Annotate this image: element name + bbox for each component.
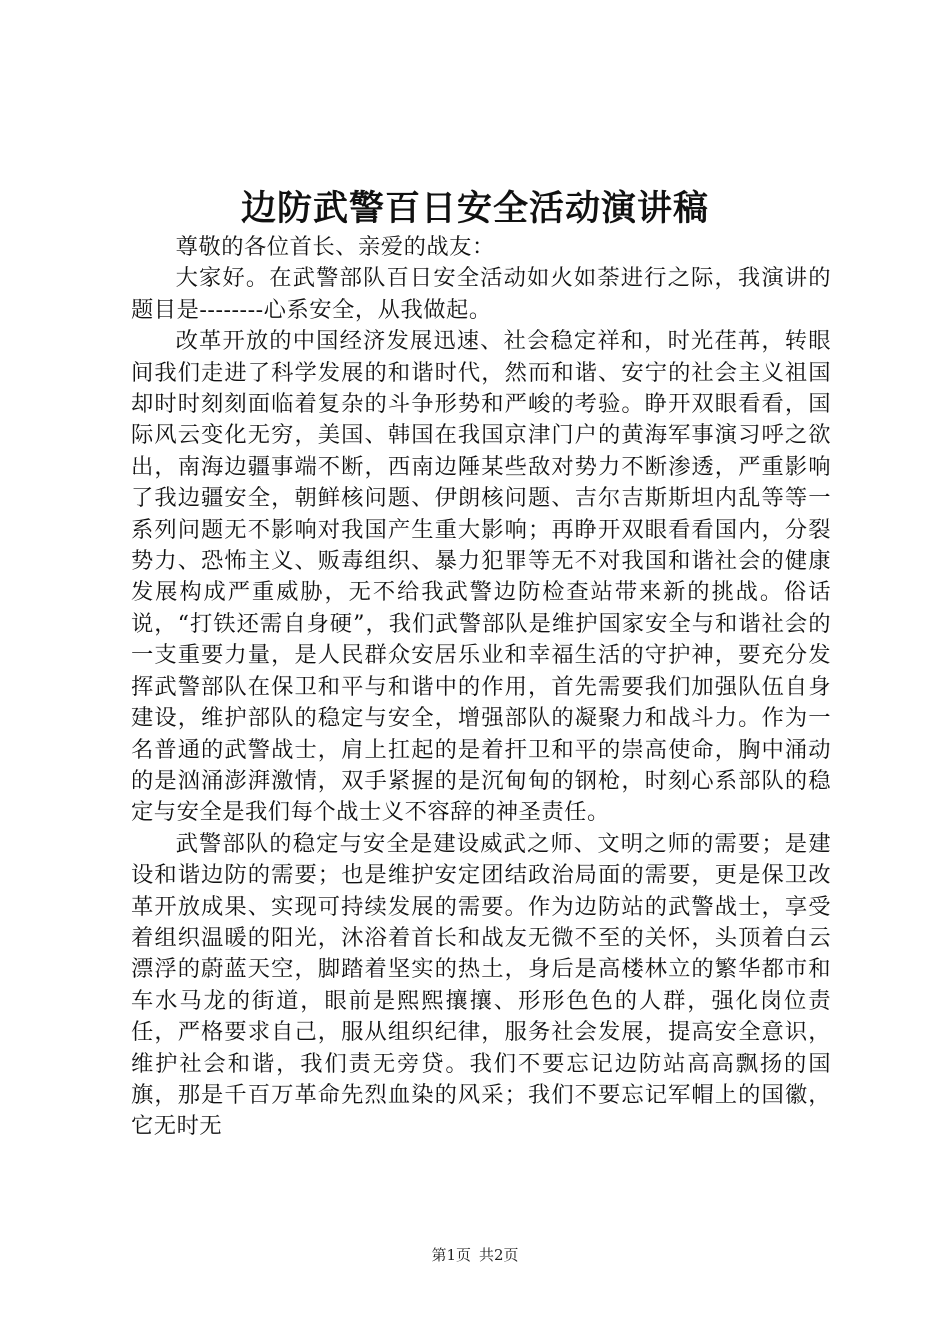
document-body [131,232,831,1143]
document-title: 边防武警百日安全活动演讲稿 [240,188,709,229]
page-total: 共2页 [479,1246,519,1264]
paragraph-context: 改革开放的中国经济发展迅速、社会稳定祥和，时光荏苒，转眼间我们走进了科学发展的和谐时代，然而和谐、安宁的社会主义祖国却时时刻刻面临着复杂的斗争形势和严峻的考验。睁开双眼看看，国际风云变化无穷，美国、韩国在我国京津门户的黄海军事演习呼之欲出，南海边疆事端不断，西南边陲某些敌对势力不断渗透，严重影响了我边疆安全，朝鲜核问题、伊朗核问题、吉尔吉斯斯坦内乱等等一系列问题无不影响对我国产生重大影响；再睁开双眼看看国内，分裂势力、恐怖主义、贩毒组织、暴力犯罪等无不对我国和谐社会的健康发展构成严重威胁，无不给我武警边防检查站带来新的挑战。俗话说，“打铁还需自身硬”，我们武警部队是维护国家安全与和谐社会的一支重要力量，是人民群众安居乐业和幸福生活的守护神，要充分发挥武警部队在保卫和平与和谐中的作用，首先需要我们加强队伍自身建设，维护部队的稳定与安全，增强部队的凝聚力和战斗力。作为一名普通的武警战士，肩上扛起的是着扞卫和平的崇高使命，胸中涌动的是汹涌澎湃激情，双手紧握的是沉甸甸的钢枪，时刻心系部队的稳定与安全是我们每个战士义不容辞的神圣责任。 [131,328,831,826]
page-number: 第1页 [431,1246,471,1264]
paragraph-intro: 大家好。在武警部队百日安全活动如火如荼进行之际，我演讲的题目是--------心系安全，从我做起。 [131,265,831,323]
page-footer [0,1245,950,1265]
paragraph-greeting: 尊敬的各位首长、亲爱的战友： [175,234,495,260]
paragraph-stability: 武警部队的稳定与安全是建设威武之师、文明之师的需要；是建设和谐边防的需要；也是维护安定团结政治局面的需要，更是保卫改革开放成果、实现可持续发展的需要。作为边防站的武警战士，享受着组织温暖的阳光，沐浴着首长和战友无微不至的关怀，头顶着白云漂浮的蔚蓝天空，脚踏着坚实的热土，身后是高楼林立的繁华都市和车水马龙的街道，眼前是熙熙攘攘、形形色色的人群，强化岗位责任，严格要求自己，服从组织纪律，服务社会发展，提高安全意识，维护社会和谐，我们责无旁贷。我们不要忘记边防站高高飘扬的国旗，那是千百万革命先烈血染的风采；我们不要忘记军帽上的国徽，它无时无 [131,830,831,1140]
